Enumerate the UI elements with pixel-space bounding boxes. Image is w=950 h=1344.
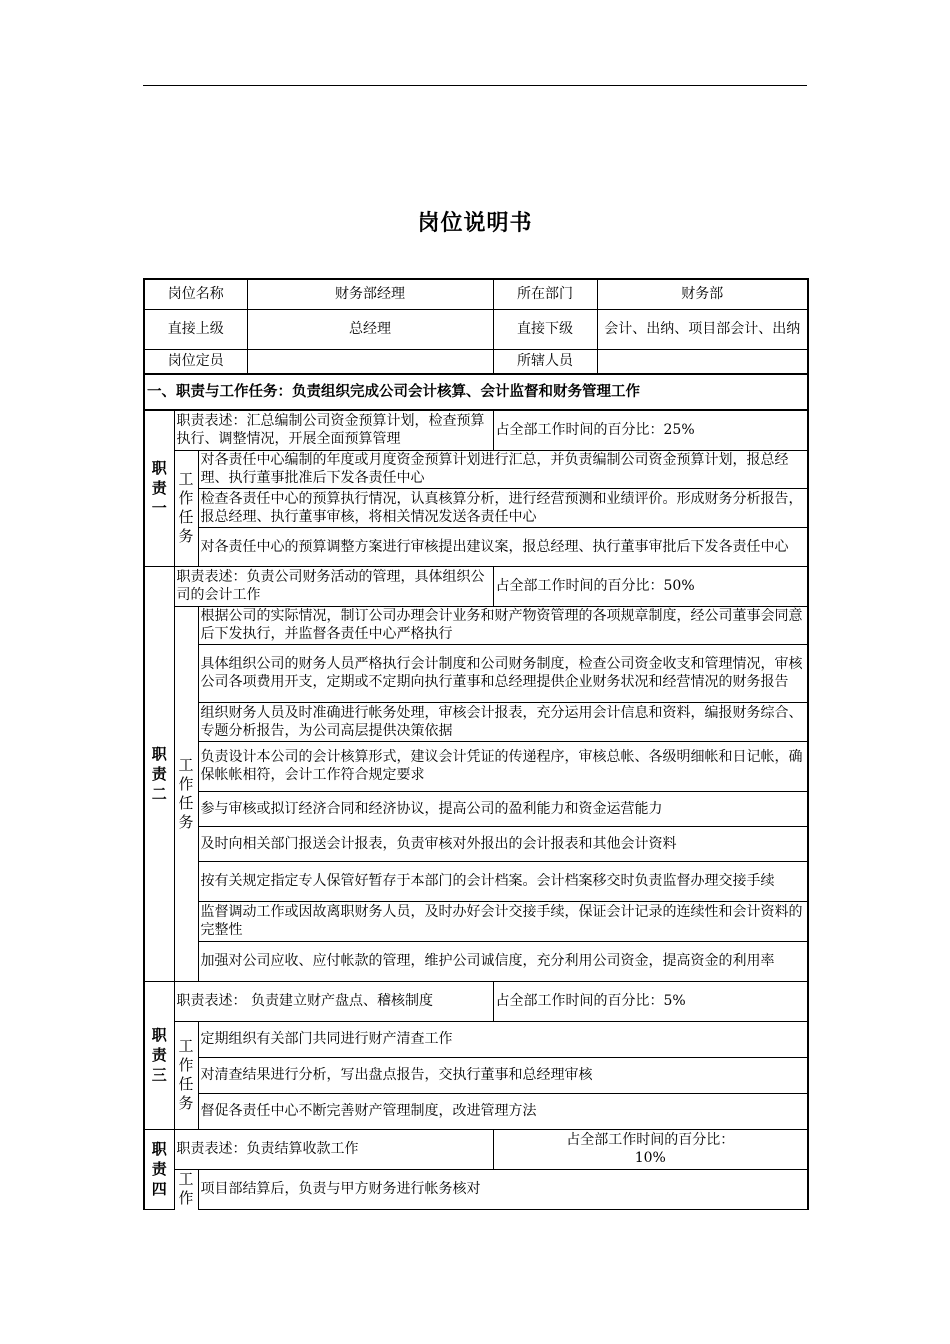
managed-value	[597, 349, 808, 374]
task-row	[144, 941, 808, 981]
task-row	[144, 1021, 808, 1057]
position-name-label: 岗位名称	[144, 279, 247, 309]
duty4-desc-row	[144, 1129, 808, 1169]
duty4-task-label: 工作	[174, 1169, 198, 1209]
duty4-label: 职责四	[144, 1129, 174, 1209]
task-row	[144, 826, 808, 861]
info-row-1	[144, 279, 808, 309]
task-row	[144, 861, 808, 901]
duty4-pct-value: 10%	[634, 1150, 666, 1166]
managed-label: 所辖人员	[493, 349, 597, 374]
duty2-task-1: 根据公司的实际情况，制订公司办理会计业务和财产物资管理的各项规章制度，经公司董事会同意后下发执行，并监督各责任中心严格执行	[198, 606, 808, 644]
duty1-desc: 职责表述：汇总编制公司资金预算计划，检查预算执行、调整情况，开展全面预算管理	[174, 410, 493, 450]
duty3-label: 职责三	[144, 981, 174, 1129]
duty2-desc-row	[144, 566, 808, 606]
subordinate-value: 会计、出纳、项目部会计、出纳	[597, 309, 808, 349]
duty3-task-1: 定期组织有关部门共同进行财产清查工作	[198, 1021, 808, 1057]
duty1-desc-row	[144, 410, 808, 450]
duty4-pct-label: 占全部工作时间的百分比：	[566, 1132, 735, 1148]
duty2-task-7: 按有关规定指定专人保管好暂存于本部门的会计档案。会计档案移交时负责监督办理交接手续	[198, 861, 808, 901]
task-row	[144, 606, 808, 644]
duty2-task-8: 监督调动工作或因故离职财务人员，及时办好会计交接手续，保证会计记录的连续性和会计资料的完整性	[198, 901, 808, 941]
job-description-table	[143, 278, 809, 1210]
task-row	[144, 450, 808, 488]
task-row	[144, 1169, 808, 1209]
duty1-task-label: 工作任务	[174, 450, 198, 566]
headcount-value	[247, 349, 493, 374]
superior-value: 总经理	[247, 309, 493, 349]
task-row	[144, 1093, 808, 1129]
section1-title: 一、职责与工作任务：负责组织完成公司会计核算、会计监督和财务管理工作	[144, 374, 808, 410]
duty4-pct	[493, 1129, 808, 1169]
duty2-pct: 占全部工作时间的百分比：50%	[493, 566, 808, 606]
department-label: 所在部门	[493, 279, 597, 309]
duty2-label: 职责二	[144, 566, 174, 981]
duty2-task-3: 组织财务人员及时准确进行帐务处理，审核会计报表，充分运用会计信息和资料，编报财务综合、专题分析报告，为公司高层提供决策依据	[198, 702, 808, 741]
subordinate-label: 直接下级	[493, 309, 597, 349]
task-row	[144, 488, 808, 527]
duty1-task-3: 对各责任中心的预算调整方案进行审核提出建议案，报总经理、执行董事审批后下发各责任中心	[198, 527, 808, 566]
task-row	[144, 741, 808, 791]
duty3-desc: 职责表述： 负责建立财产盘点、稽核制度	[174, 981, 493, 1021]
duty2-task-label: 工作任务	[174, 606, 198, 981]
duty1-task-1: 对各责任中心编制的年度或月度资金预算计划进行汇总，并负责编制公司资金预算计划，报总经理、执行董事批准后下发各责任中心	[198, 450, 808, 488]
duty3-pct: 占全部工作时间的百分比：5%	[493, 981, 808, 1021]
duty2-desc: 职责表述：负责公司财务活动的管理，具体组织公司的会计工作	[174, 566, 493, 606]
info-row-3	[144, 349, 808, 374]
duty3-task-3: 督促各责任中心不断完善财产管理制度，改进管理方法	[198, 1093, 808, 1129]
duty4-desc: 职责表述：负责结算收款工作	[174, 1129, 493, 1169]
info-row-2	[144, 309, 808, 349]
duty1-pct: 占全部工作时间的百分比：25%	[493, 410, 808, 450]
task-row	[144, 1057, 808, 1093]
duty3-task-label: 工作任务	[174, 1021, 198, 1129]
duty3-task-2: 对清查结果进行分析，写出盘点报告，交执行董事和总经理审核	[198, 1057, 808, 1093]
duty1-task-2: 检查各责任中心的预算执行情况，认真核算分析，进行经营预测和业绩评价。形成财务分析报告，报总经理、执行董事审核，将相关情况发送各责任中心	[198, 488, 808, 527]
duty2-task-2: 具体组织公司的财务人员严格执行会计制度和公司财务制度，检查公司资金收支和管理情况，审核公司各项费用开支，定期或不定期向执行董事和总经理提供企业财务状况和经营情况的财务报告	[198, 644, 808, 702]
department-value: 财务部	[597, 279, 808, 309]
headcount-label: 岗位定员	[144, 349, 247, 374]
duty1-label: 职责一	[144, 410, 174, 566]
task-row	[144, 791, 808, 826]
superior-label: 直接上级	[144, 309, 247, 349]
duty2-task-4: 负责设计本公司的会计核算形式，建议会计凭证的传递程序，审核总帐、各级明细帐和日记帐，确保帐帐相符，会计工作符合规定要求	[198, 741, 808, 791]
task-row	[144, 702, 808, 741]
duty2-task-6: 及时向相关部门报送会计报表，负责审核对外报出的会计报表和其他会计资料	[198, 826, 808, 861]
duty3-desc-row	[144, 981, 808, 1021]
position-name-value: 财务部经理	[247, 279, 493, 309]
header-rule	[143, 85, 807, 86]
page-title: 岗位说明书	[417, 211, 533, 236]
section-header-row	[144, 374, 808, 410]
duty4-task-1: 项目部结算后，负责与甲方财务进行帐务核对	[198, 1169, 808, 1209]
task-row	[144, 527, 808, 566]
task-row	[144, 901, 808, 941]
duty2-task-9: 加强对公司应收、应付帐款的管理，维护公司诚信度，充分利用公司资金，提高资金的利用率	[198, 941, 808, 981]
duty2-task-5: 参与审核或拟订经济合同和经济协议，提高公司的盈利能力和资金运营能力	[198, 791, 808, 826]
task-row	[144, 644, 808, 702]
